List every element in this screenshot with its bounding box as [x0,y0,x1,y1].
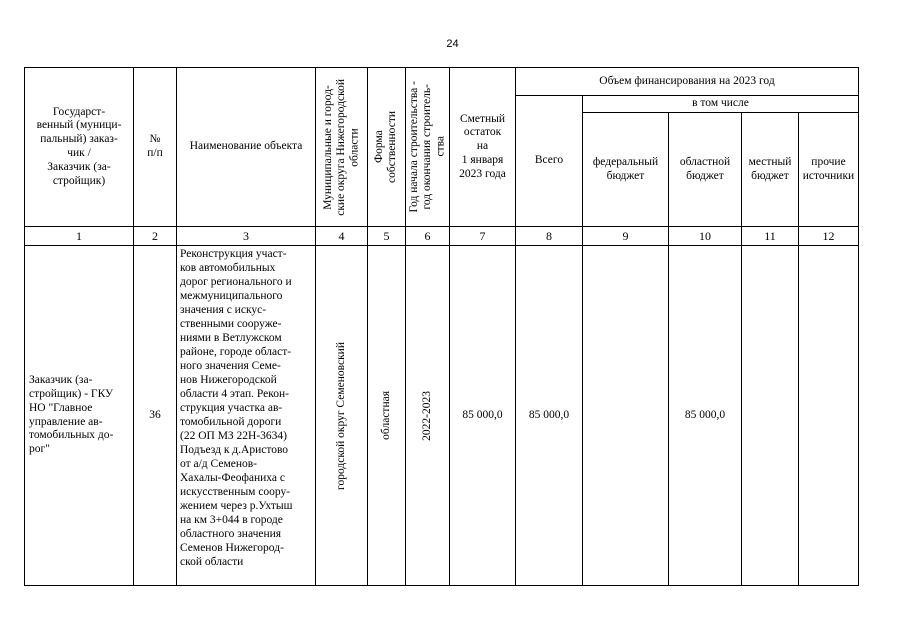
column-number: 6 [406,227,450,246]
row-municipality: городской округ Семеновский [316,246,368,586]
header-customer: Государст- венный (муници- пальный) заказ- чик / Заказчик (за- стройщик) [25,68,134,227]
header-remaining: Сметный остаток на 1 января 2023 года [450,68,516,227]
header-ownership: Форма собственности [368,68,406,227]
column-number: 4 [316,227,368,246]
row-ownership: областная [368,246,406,586]
header-number: № п/п [134,68,177,227]
column-number: 1 [25,227,134,246]
column-number: 12 [799,227,859,246]
header-object-name: Наименование объекта [177,68,316,227]
header-including: в том числе [583,96,859,113]
row-federal [583,246,669,586]
row-customer: Заказчик (за- стройщик) - ГКУ НО "Главное управление ав- томобильных до- рог" [25,246,134,586]
row-number: 36 [134,246,177,586]
header-total: Всего [516,96,583,227]
table-row [25,246,859,586]
header-other: прочие источники [799,113,859,227]
row-total: 85 000,0 [516,246,583,586]
header-federal: федеральный бюджет [583,113,669,227]
column-number-row [25,227,859,246]
header-regional: областной бюджет [669,113,742,227]
header-municipality: Муниципальные и город- ские округа Нижегородской области [316,68,368,227]
column-number: 3 [177,227,316,246]
financing-table [24,67,859,586]
column-number: 5 [368,227,406,246]
column-number: 9 [583,227,669,246]
header-years: Год начала строительства - год окончания строитель- ства [406,68,450,227]
row-object-name: Реконструкция участ- ков автомобильных дорог регионального и межмуниципального значения с искус- ственными сооруже- ниями в Ветлужском районе, городе област- ного значения Семе- нов Нижегородской области 4 этап. Рекон- струкция участка ав- томобильной дороги (22 ОП МЗ 22Н-3634) Подъезд к д.Аристово от а/д Семенов- Хахалы-Феофаниха с искусственным соору- жением через р.Ухтыш на км 3+044 в городе областного значения Семенов Нижегород- ской области [177,246,316,586]
row-other [799,246,859,586]
column-number: 10 [669,227,742,246]
column-number: 7 [450,227,516,246]
column-number: 8 [516,227,583,246]
row-remaining: 85 000,0 [450,246,516,586]
row-years: 2022-2023 [406,246,450,586]
row-local [742,246,799,586]
header-local: местный бюджет [742,113,799,227]
column-number: 11 [742,227,799,246]
page-number: 24 [446,38,459,50]
header-funding-group: Объем финансирования на 2023 год [516,68,859,96]
column-number: 2 [134,227,177,246]
row-regional: 85 000,0 [669,246,742,586]
